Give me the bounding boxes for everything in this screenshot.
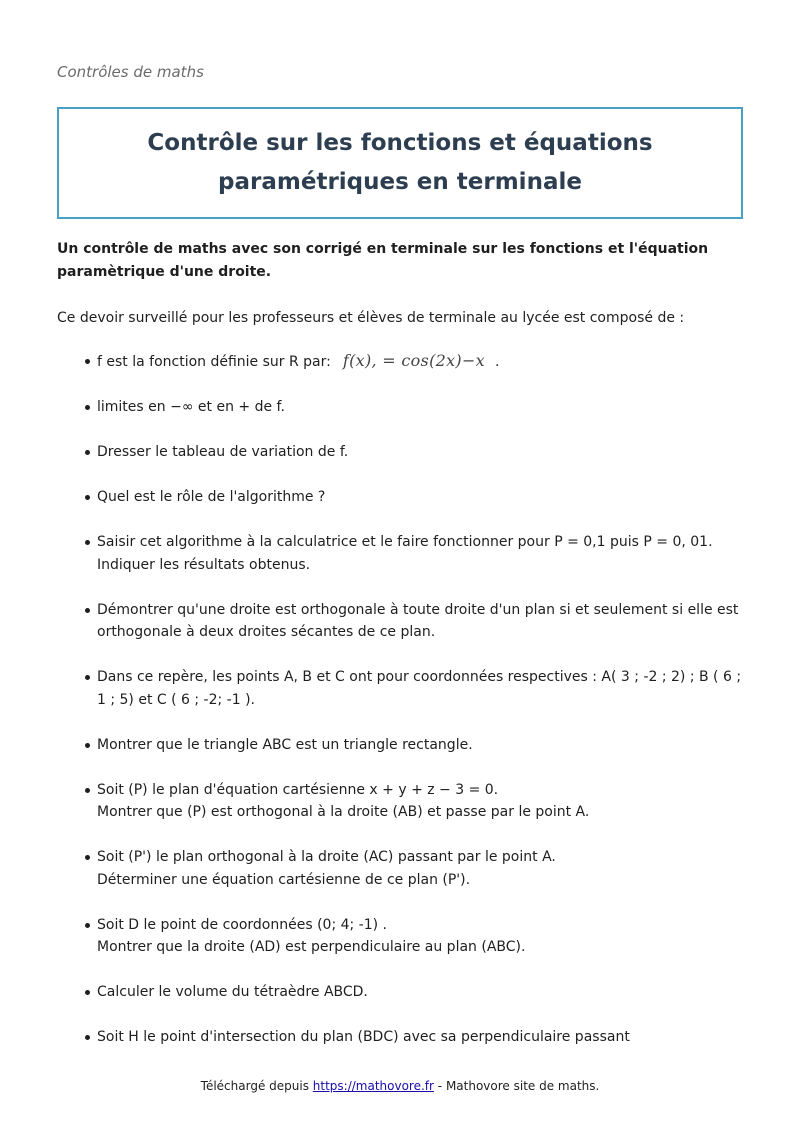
footer-suffix: - Mathovore site de maths.	[437, 1079, 600, 1093]
list-item	[57, 531, 743, 576]
list-item-text: Soit (P') le plan orthogonal à la droite (AC) passant par le point A.	[97, 849, 556, 865]
list-item-text: Calculer le volume du tétraèdre ABCD.	[97, 984, 368, 1000]
list-item-text: Soit (P) le plan d'équation cartésienne x + y + z − 3 = 0.	[97, 781, 499, 798]
list-item-text: Saisir cet algorithme à la calculatrice et le faire fonctionner pour P = 0,1 puis P = 0, 01. Indiquer les résultats obtenus.	[97, 534, 713, 573]
list-item	[57, 441, 743, 464]
list-item-punct: .	[495, 354, 500, 370]
list-item-text: Dresser le tableau de variation de f.	[97, 444, 349, 460]
list-item	[57, 396, 743, 419]
list-item	[57, 486, 743, 509]
list-item	[57, 350, 743, 374]
lead-text: Ce devoir surveillé pour les professeurs et élèves de terminale au lycée est composé de :	[57, 310, 685, 326]
list-item-text: Dans ce repère, les points A, B et C ont pour coordonnées respectives : A( 3 ; -2 ; 2) ; B ( 6 ; 1 ; 5) et C ( 6 ; -2; -1 ).	[97, 669, 742, 708]
footer-link[interactable]: https://mathovore.fr	[312, 1079, 434, 1093]
list-item	[57, 914, 743, 959]
list-item-text: limites en −∞ et en + de f.	[97, 399, 285, 415]
list-item-text: f est la fonction définie sur R par:	[97, 354, 331, 370]
list-item	[57, 599, 743, 644]
list-item-text: Soit H le point d'intersection du plan (BDC) avec sa perpendiculaire passant	[97, 1029, 630, 1045]
function-formula: f(x), = cos(2x)−x	[342, 351, 485, 370]
list-item	[57, 734, 743, 757]
page-title: Contrôle sur les fonctions et équations paramétriques en terminale	[147, 130, 653, 195]
list-item-text: Montrer que le triangle ABC est un triangle rectangle.	[97, 736, 473, 753]
list-item-text: Démontrer qu'une droite est orthogonale à toute droite d'un plan si et seulement si elle est orthogonale à deux droites sécantes de ce plan.	[97, 601, 739, 640]
list-item	[57, 1026, 743, 1049]
exercise-list	[57, 350, 743, 1071]
list-item	[57, 779, 743, 824]
list-item	[57, 666, 743, 711]
list-item-text: Soit D le point de coordonnées (0; 4; -1) .	[97, 916, 388, 933]
footer	[0, 1079, 800, 1093]
list-item-text: Montrer que (P) est orthogonal à la droite (AB) et passe par le point A.	[97, 804, 590, 820]
breadcrumb[interactable]: Contrôles de maths	[57, 63, 204, 81]
list-item-text: Montrer que la droite (AD) est perpendiculaire au plan (ABC).	[97, 939, 526, 955]
intro-text: Un contrôle de maths avec son corrigé en terminale sur les fonctions et l'équation paramètrique d'une droite.	[57, 241, 709, 280]
footer-prefix: Téléchargé depuis	[200, 1079, 309, 1093]
list-item	[57, 846, 743, 891]
list-item	[57, 981, 743, 1004]
list-item-text: Quel est le rôle de l'algorithme ?	[97, 489, 326, 505]
list-item-text: Déterminer une équation cartésienne de ce plan (P').	[97, 871, 471, 888]
title-box	[57, 107, 743, 219]
